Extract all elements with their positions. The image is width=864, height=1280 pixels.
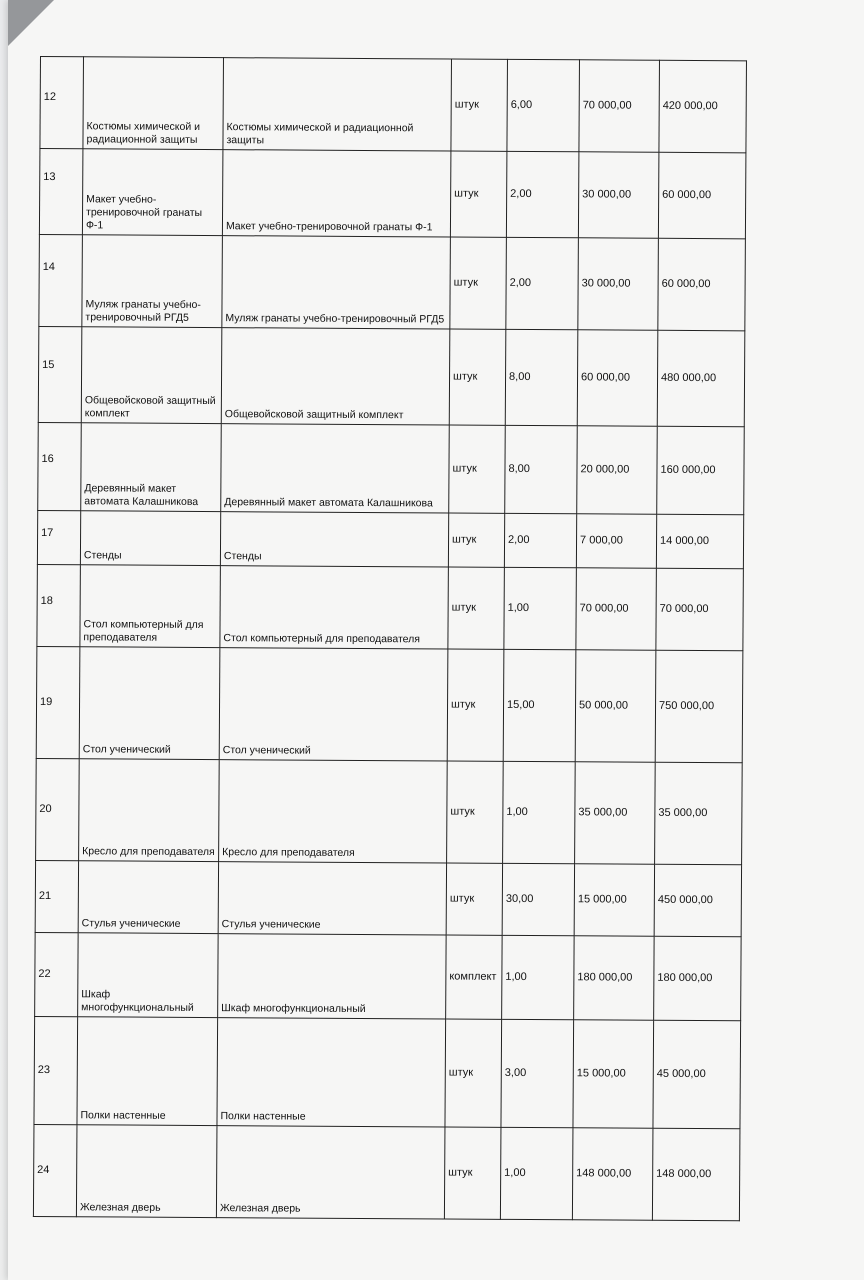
table-row: [38, 422, 745, 514]
item-unit: штук: [446, 863, 502, 935]
item-name: Стулья ученические: [78, 861, 218, 934]
item-total: 70 000,00: [656, 568, 743, 651]
item-total: 35 000,00: [655, 762, 743, 865]
table-row: [39, 234, 746, 330]
item-quantity: 8,00: [505, 425, 578, 513]
folded-corner: [8, 0, 54, 46]
row-number: 22: [35, 932, 79, 1016]
item-description: Стол компьютерный для преподавателя: [220, 566, 448, 649]
table-row: [36, 646, 743, 762]
item-description: Костюмы химической и радиационной защиты: [223, 58, 452, 151]
item-description: Железная дверь: [216, 1126, 445, 1219]
row-number: 21: [35, 860, 78, 932]
table-body: [33, 57, 746, 1221]
item-name: Стол компьютерный для преподавателя: [80, 565, 220, 648]
row-number: 13: [39, 149, 83, 235]
table-row: [38, 326, 745, 426]
item-unit: штук: [449, 329, 506, 425]
table-row: [34, 1016, 741, 1128]
row-number: 12: [40, 57, 84, 149]
item-total: 160 000,00: [657, 426, 745, 515]
item-unit: штук: [450, 237, 507, 329]
row-number: 23: [34, 1016, 78, 1124]
item-price: 30 000,00: [578, 238, 659, 330]
row-number: 14: [39, 234, 83, 326]
item-name: Стол ученический: [79, 647, 220, 760]
table-row: [37, 564, 743, 650]
item-price: 70 000,00: [579, 60, 660, 152]
item-name: Общевойсковой защитный комплект: [81, 327, 222, 424]
item-name: Стенды: [80, 511, 220, 566]
item-price: 50 000,00: [575, 650, 656, 762]
item-name: Железная дверь: [76, 1125, 217, 1218]
table-row: [39, 149, 746, 239]
item-unit: штук: [447, 761, 504, 863]
item-price: 15 000,00: [573, 1020, 654, 1128]
table-row: [40, 57, 747, 153]
item-total: 45 000,00: [653, 1020, 741, 1129]
item-quantity: 1,00: [503, 761, 576, 863]
item-price: 60 000,00: [577, 330, 658, 426]
item-quantity: 1,00: [502, 935, 575, 1019]
item-unit: штук: [450, 151, 507, 237]
row-number: 17: [37, 510, 80, 564]
item-total: 420 000,00: [659, 60, 747, 153]
item-name: Полки настенные: [77, 1017, 218, 1126]
item-total: 480 000,00: [657, 330, 745, 427]
item-description: Стулья ученические: [218, 862, 446, 935]
item-total: 750 000,00: [655, 650, 743, 763]
item-total: 148 000,00: [652, 1128, 740, 1221]
item-price: 20 000,00: [577, 426, 658, 514]
item-quantity: 30,00: [502, 863, 574, 935]
document-page: [8, 0, 864, 1280]
row-number: 15: [38, 326, 82, 422]
item-total: 450 000,00: [654, 864, 741, 937]
item-name: Макет учебно-тренировочной гранаты Ф-1: [82, 149, 223, 236]
item-description: Шкаф многофункциональный: [218, 934, 447, 1019]
item-description: Муляж гранаты учебно-тренировочный РГД5: [222, 236, 451, 329]
row-number: 18: [37, 564, 81, 646]
item-name: Шкаф многофункциональный: [78, 933, 219, 1018]
item-price: 15 000,00: [574, 864, 654, 936]
row-number: 16: [38, 422, 82, 510]
item-price: 70 000,00: [576, 568, 656, 650]
item-description: Стенды: [220, 512, 448, 567]
equipment-table: [33, 56, 747, 1221]
item-unit: штук: [445, 1019, 502, 1127]
item-quantity: 15,00: [503, 649, 576, 761]
item-quantity: 2,00: [506, 151, 579, 237]
item-total: 180 000,00: [654, 936, 742, 1021]
row-number: 19: [36, 646, 80, 758]
item-description: Общевойсковой защитный комплект: [221, 328, 450, 425]
item-unit: штук: [449, 425, 506, 513]
item-price: 30 000,00: [578, 152, 659, 238]
item-quantity: 6,00: [507, 59, 580, 151]
item-quantity: 2,00: [504, 513, 576, 567]
item-unit: штук: [444, 1127, 501, 1219]
item-price: 180 000,00: [574, 936, 655, 1020]
item-description: Стол ученический: [219, 648, 448, 761]
item-unit: штук: [448, 567, 504, 649]
item-name: Деревянный макет автомата Калашникова: [81, 423, 222, 512]
item-total: 60 000,00: [658, 152, 746, 239]
item-quantity: 2,00: [506, 237, 579, 329]
item-unit: штук: [451, 59, 508, 151]
table-row: [35, 860, 741, 936]
item-name: Костюмы химической и радиационной защиты: [83, 57, 224, 150]
item-unit: комплект: [446, 935, 503, 1019]
item-price: 7 000,00: [576, 514, 656, 568]
item-price: 148 000,00: [572, 1128, 653, 1220]
table-row: [37, 510, 743, 568]
item-quantity: 1,00: [500, 1127, 573, 1219]
item-quantity: 3,00: [501, 1019, 574, 1127]
item-name: Кресло для преподавателя: [79, 759, 220, 862]
item-unit: штук: [448, 513, 504, 567]
row-number: 20: [36, 758, 80, 860]
item-description: Полки настенные: [217, 1018, 446, 1127]
table-row: [35, 932, 741, 1020]
item-quantity: 1,00: [504, 567, 576, 649]
item-total: 14 000,00: [656, 514, 743, 569]
item-unit: штук: [447, 649, 504, 761]
table-row: [36, 758, 743, 864]
item-quantity: 8,00: [505, 329, 578, 425]
item-total: 60 000,00: [658, 238, 746, 331]
item-description: Деревянный макет автомата Калашникова: [221, 424, 450, 513]
item-description: Макет учебно-тренировочной гранаты Ф-1: [222, 150, 451, 237]
item-price: 35 000,00: [575, 762, 656, 864]
row-number: 24: [33, 1124, 77, 1216]
item-name: Муляж гранаты учебно-тренировочный РГД5: [82, 235, 223, 328]
item-description: Кресло для преподавателя: [219, 760, 448, 863]
table-row: [33, 1124, 740, 1220]
